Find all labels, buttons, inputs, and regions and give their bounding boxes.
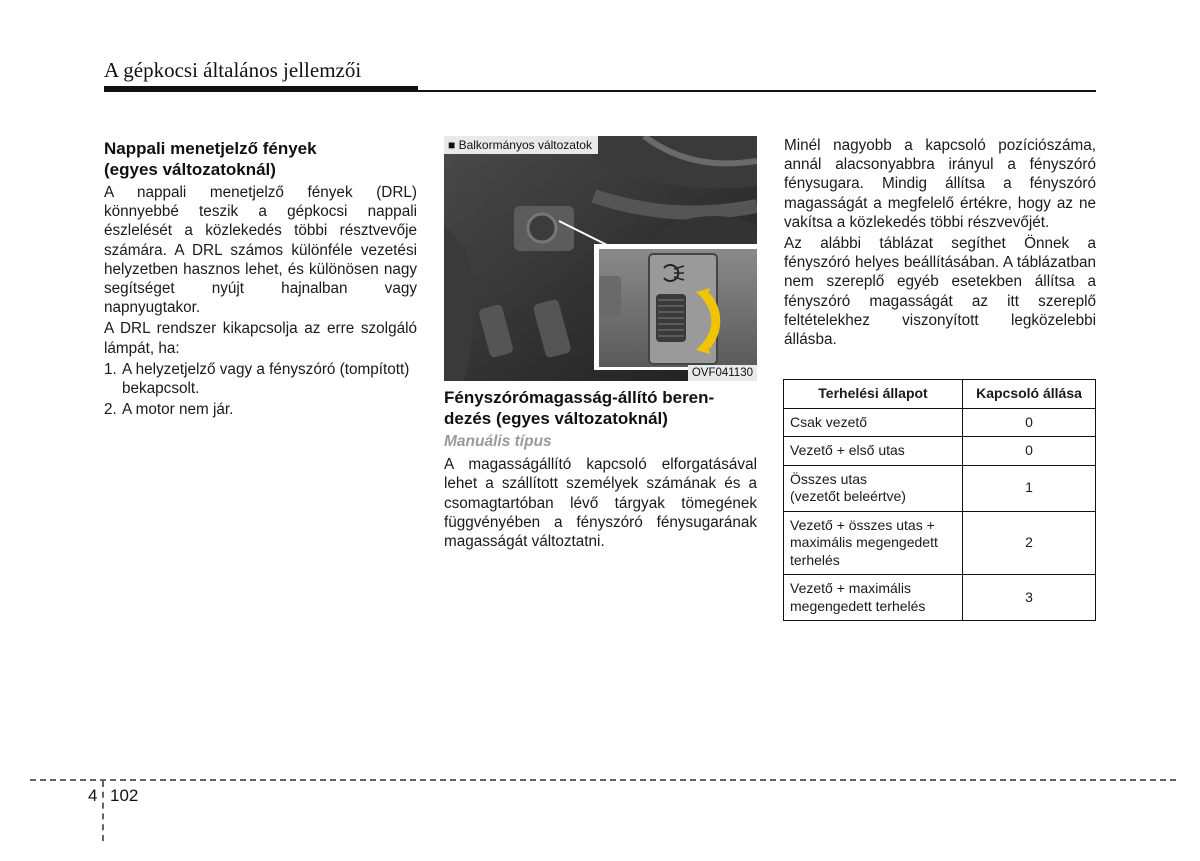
header-load-state: Terhelési állapot (784, 380, 963, 409)
position-paragraph-1: Minél nagyobb a kapcsoló pozíciószáma, annál alacsonyabbra irányul a fényszóró fénysugara. Mindig állítsa a fényszóró magasságát a megfelelő értékre, hogy az ne vakítsa a közlekedés többi részvevőjét. (784, 137, 1096, 231)
header-rule (418, 90, 1096, 92)
drl-paragraph-2: A DRL rendszer kikapcsolja az erre szolgáló lámpát, ha: (104, 320, 417, 357)
load-cell-line1: Összes utas (790, 470, 868, 487)
position-cell: 0 (963, 408, 1096, 437)
column-switch-position (784, 136, 1096, 351)
load-cell: Vezető + első utas (784, 437, 963, 466)
load-cell-line2: (vezetőt beleértve) (790, 488, 906, 504)
leveling-heading-line1: Fényszórómagasság-állító beren- (444, 388, 715, 407)
leveling-paragraph: A magasságállító kapcsoló elforgatásával lehet a szállított személyek számának és a csomagtartóban lévő tárgyak tömegének függvényében a fényszóró fénysugarának magasságát változtatni. (444, 456, 757, 551)
list-number: 2. (104, 401, 117, 419)
chapter-number: 4 (88, 786, 98, 805)
drl-heading (104, 138, 417, 180)
drl-heading-line1: Nappali menetjelző fények (104, 139, 317, 158)
list-text: A motor nem jár. (122, 401, 234, 419)
drl-paragraph-1: A nappali menetjelző fények (DRL) könnyebbé teszik a gépkocsi nappali észlelését a közlekedés többi résztvevője számára. A DRL számos különféle vezetési helyzetben hasznos lehet, és különösen nagy segítséget nyújt hajnalban vagy napnyugtakor. (104, 184, 417, 317)
position-cell: 2 (963, 511, 1096, 575)
manual-type-subheading: Manuális típus (444, 433, 552, 450)
leveling-heading (444, 387, 757, 429)
table-header-row (784, 380, 1096, 409)
header-switch-position: Kapcsoló állása (963, 380, 1096, 409)
list-number: 1. (104, 360, 117, 378)
drl-heading-line2: (egyes változatoknál) (104, 160, 276, 179)
page-header-title: A gépkocsi általános jellemzői (104, 58, 362, 82)
position-paragraph-2: Az alábbi táblázat segíthet Önnek a fényszóró helyes beállításában. A táblázatban nem szereplő egyéb esetekben állítsa a fényszóró magasságát az itt szereplő feltételekhez viszonyított legközelebbi állásba. (784, 235, 1096, 349)
header-bar (104, 86, 418, 92)
headlight-leveling-photo (444, 136, 757, 381)
figure-code: OVF041130 (688, 365, 757, 381)
table-row (784, 408, 1096, 437)
list-text: A helyzetjelző vagy a fényszóró (tompított) bekapcsolt. (122, 360, 410, 398)
table-row (784, 575, 1096, 621)
load-cell: Csak vezető (784, 408, 963, 437)
position-cell: 0 (963, 437, 1096, 466)
load-position-table (783, 379, 1096, 621)
position-cell: 3 (963, 575, 1096, 621)
table-row (784, 465, 1096, 511)
table-row (784, 437, 1096, 466)
leveling-heading-line2: dezés (egyes változatoknál) (444, 409, 668, 428)
dashboard-illustration (444, 136, 757, 381)
figure-caption: ■ Balkormányos változatok (444, 136, 598, 154)
load-cell: Vezető + maximális megengedett terhelés (784, 575, 963, 621)
position-cell: 1 (963, 465, 1096, 511)
column-headlight-leveling (444, 387, 757, 553)
list-item (104, 400, 417, 419)
list-item (104, 360, 417, 398)
column-drl (104, 138, 417, 421)
load-cell (784, 465, 963, 511)
load-cell: Vezető + összes utas + maximális megengedett terhelés (784, 511, 963, 575)
table-row (784, 511, 1096, 575)
footer-vertical-divider (102, 781, 104, 841)
footer-divider (30, 779, 1176, 781)
page-number: 102 (110, 786, 139, 805)
